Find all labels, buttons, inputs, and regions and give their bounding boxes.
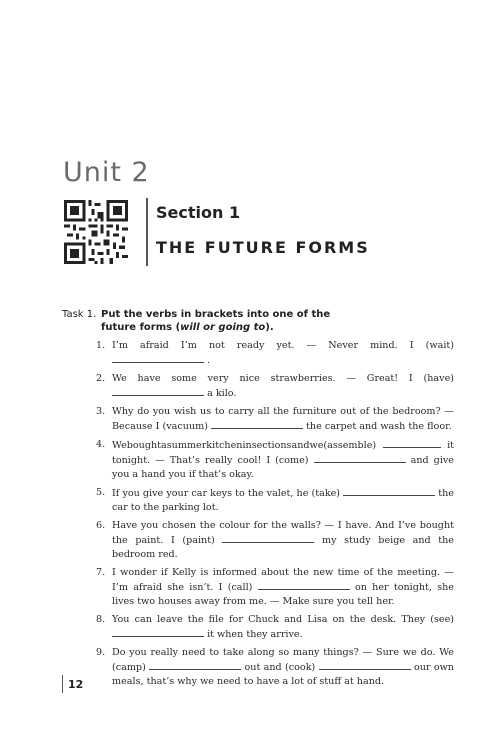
exercise-number: 5. <box>96 487 106 498</box>
exercise-text: the car to the parking lot. <box>112 488 454 513</box>
exercise-number: 1. <box>96 340 106 351</box>
answer-blank[interactable] <box>112 386 204 396</box>
page-number: 12 <box>68 678 84 691</box>
answer-blank[interactable] <box>319 660 411 670</box>
exercise-text: I wonder if Kelly is informed about the new time of the meeting. — I’m afraid she isn’t. I (call) <box>112 567 454 593</box>
answer-blank[interactable] <box>149 660 241 670</box>
task-label: Task 1. <box>62 309 97 320</box>
exercise-number: 3. <box>96 406 106 417</box>
exercise-text: it tonight. — That’s really cool! I (come) <box>112 440 454 466</box>
qr-code <box>64 200 128 264</box>
exercise-text: the carpet and wash the floor. <box>306 421 452 432</box>
exercise-list <box>96 339 454 693</box>
exercise-text: out and (cook) <box>244 662 319 673</box>
exercise-text: We have some very nice strawberries. — Great! I (have) <box>112 373 454 384</box>
exercise-text: a kilo. <box>207 388 237 399</box>
exercise-item <box>96 405 454 434</box>
exercise-text: Weboughtasummerkitcheninsectionsandwe(assemble) <box>112 440 383 451</box>
exercise-item <box>96 486 454 515</box>
answer-blank[interactable] <box>343 486 435 496</box>
exercise-item <box>96 566 454 609</box>
exercise-text: I’m afraid I’m not ready yet. — Never mind. I (wait) <box>112 340 454 351</box>
exercise-number: 7. <box>96 567 106 578</box>
exercise-item <box>96 339 454 368</box>
answer-blank[interactable] <box>383 438 441 448</box>
exercise-item <box>96 372 454 401</box>
exercise-number: 8. <box>96 614 106 625</box>
exercise-text: You can leave the file for Chuck and Lisa on the desk. They (see) <box>112 614 454 625</box>
exercise-number: 6. <box>96 520 106 531</box>
page-number-rule <box>62 675 63 693</box>
answer-blank[interactable] <box>211 419 303 429</box>
instruction-emphasis: will or going to <box>180 322 266 333</box>
unit-title: Unit 2 <box>63 157 150 188</box>
answer-blank[interactable] <box>112 627 204 637</box>
section-divider <box>146 198 148 266</box>
section-title: THE FUTURE FORMS <box>156 238 370 257</box>
exercise-item <box>96 519 454 562</box>
answer-blank[interactable] <box>258 580 350 590</box>
exercise-text: Why do you wish us to carry all the furniture out of the bedroom? — Because I (vacuum) <box>112 406 454 432</box>
exercise-item <box>96 438 454 482</box>
answer-blank[interactable] <box>112 353 204 363</box>
exercise-text: on her tonight, she lives two houses away from me. — Make sure you tell her. <box>112 582 454 607</box>
answer-blank[interactable] <box>314 453 406 463</box>
exercise-text: it when they arrive. <box>207 629 303 640</box>
exercise-number: 9. <box>96 647 106 658</box>
exercise-text: Have you chosen the colour for the walls? — I have. And I’ve bought the paint. I (paint) <box>112 520 454 546</box>
exercise-item <box>96 646 454 689</box>
exercise-text: our own meals, that’s why we need to have a lot of stuff at hand. <box>112 662 454 687</box>
exercise-text: If you give your car keys to the valet, he (take) <box>112 488 344 499</box>
exercise-text: and give you a hand you if that’s okay. <box>112 455 454 480</box>
section-label: Section 1 <box>156 203 241 222</box>
task-instruction <box>101 308 361 334</box>
exercise-text: . <box>207 355 211 366</box>
instruction-text: Put the verbs in brackets into one of the future forms ( <box>101 309 331 333</box>
exercise-number: 2. <box>96 373 106 384</box>
exercise-text: my study beige and the bedroom red. <box>112 535 454 560</box>
instruction-end: ). <box>265 322 274 333</box>
exercise-text: Do you really need to take along so many things? — Sure we do. We (camp) <box>112 647 454 673</box>
answer-blank[interactable] <box>222 533 314 543</box>
exercise-number: 4. <box>96 439 106 450</box>
exercise-item <box>96 613 454 642</box>
